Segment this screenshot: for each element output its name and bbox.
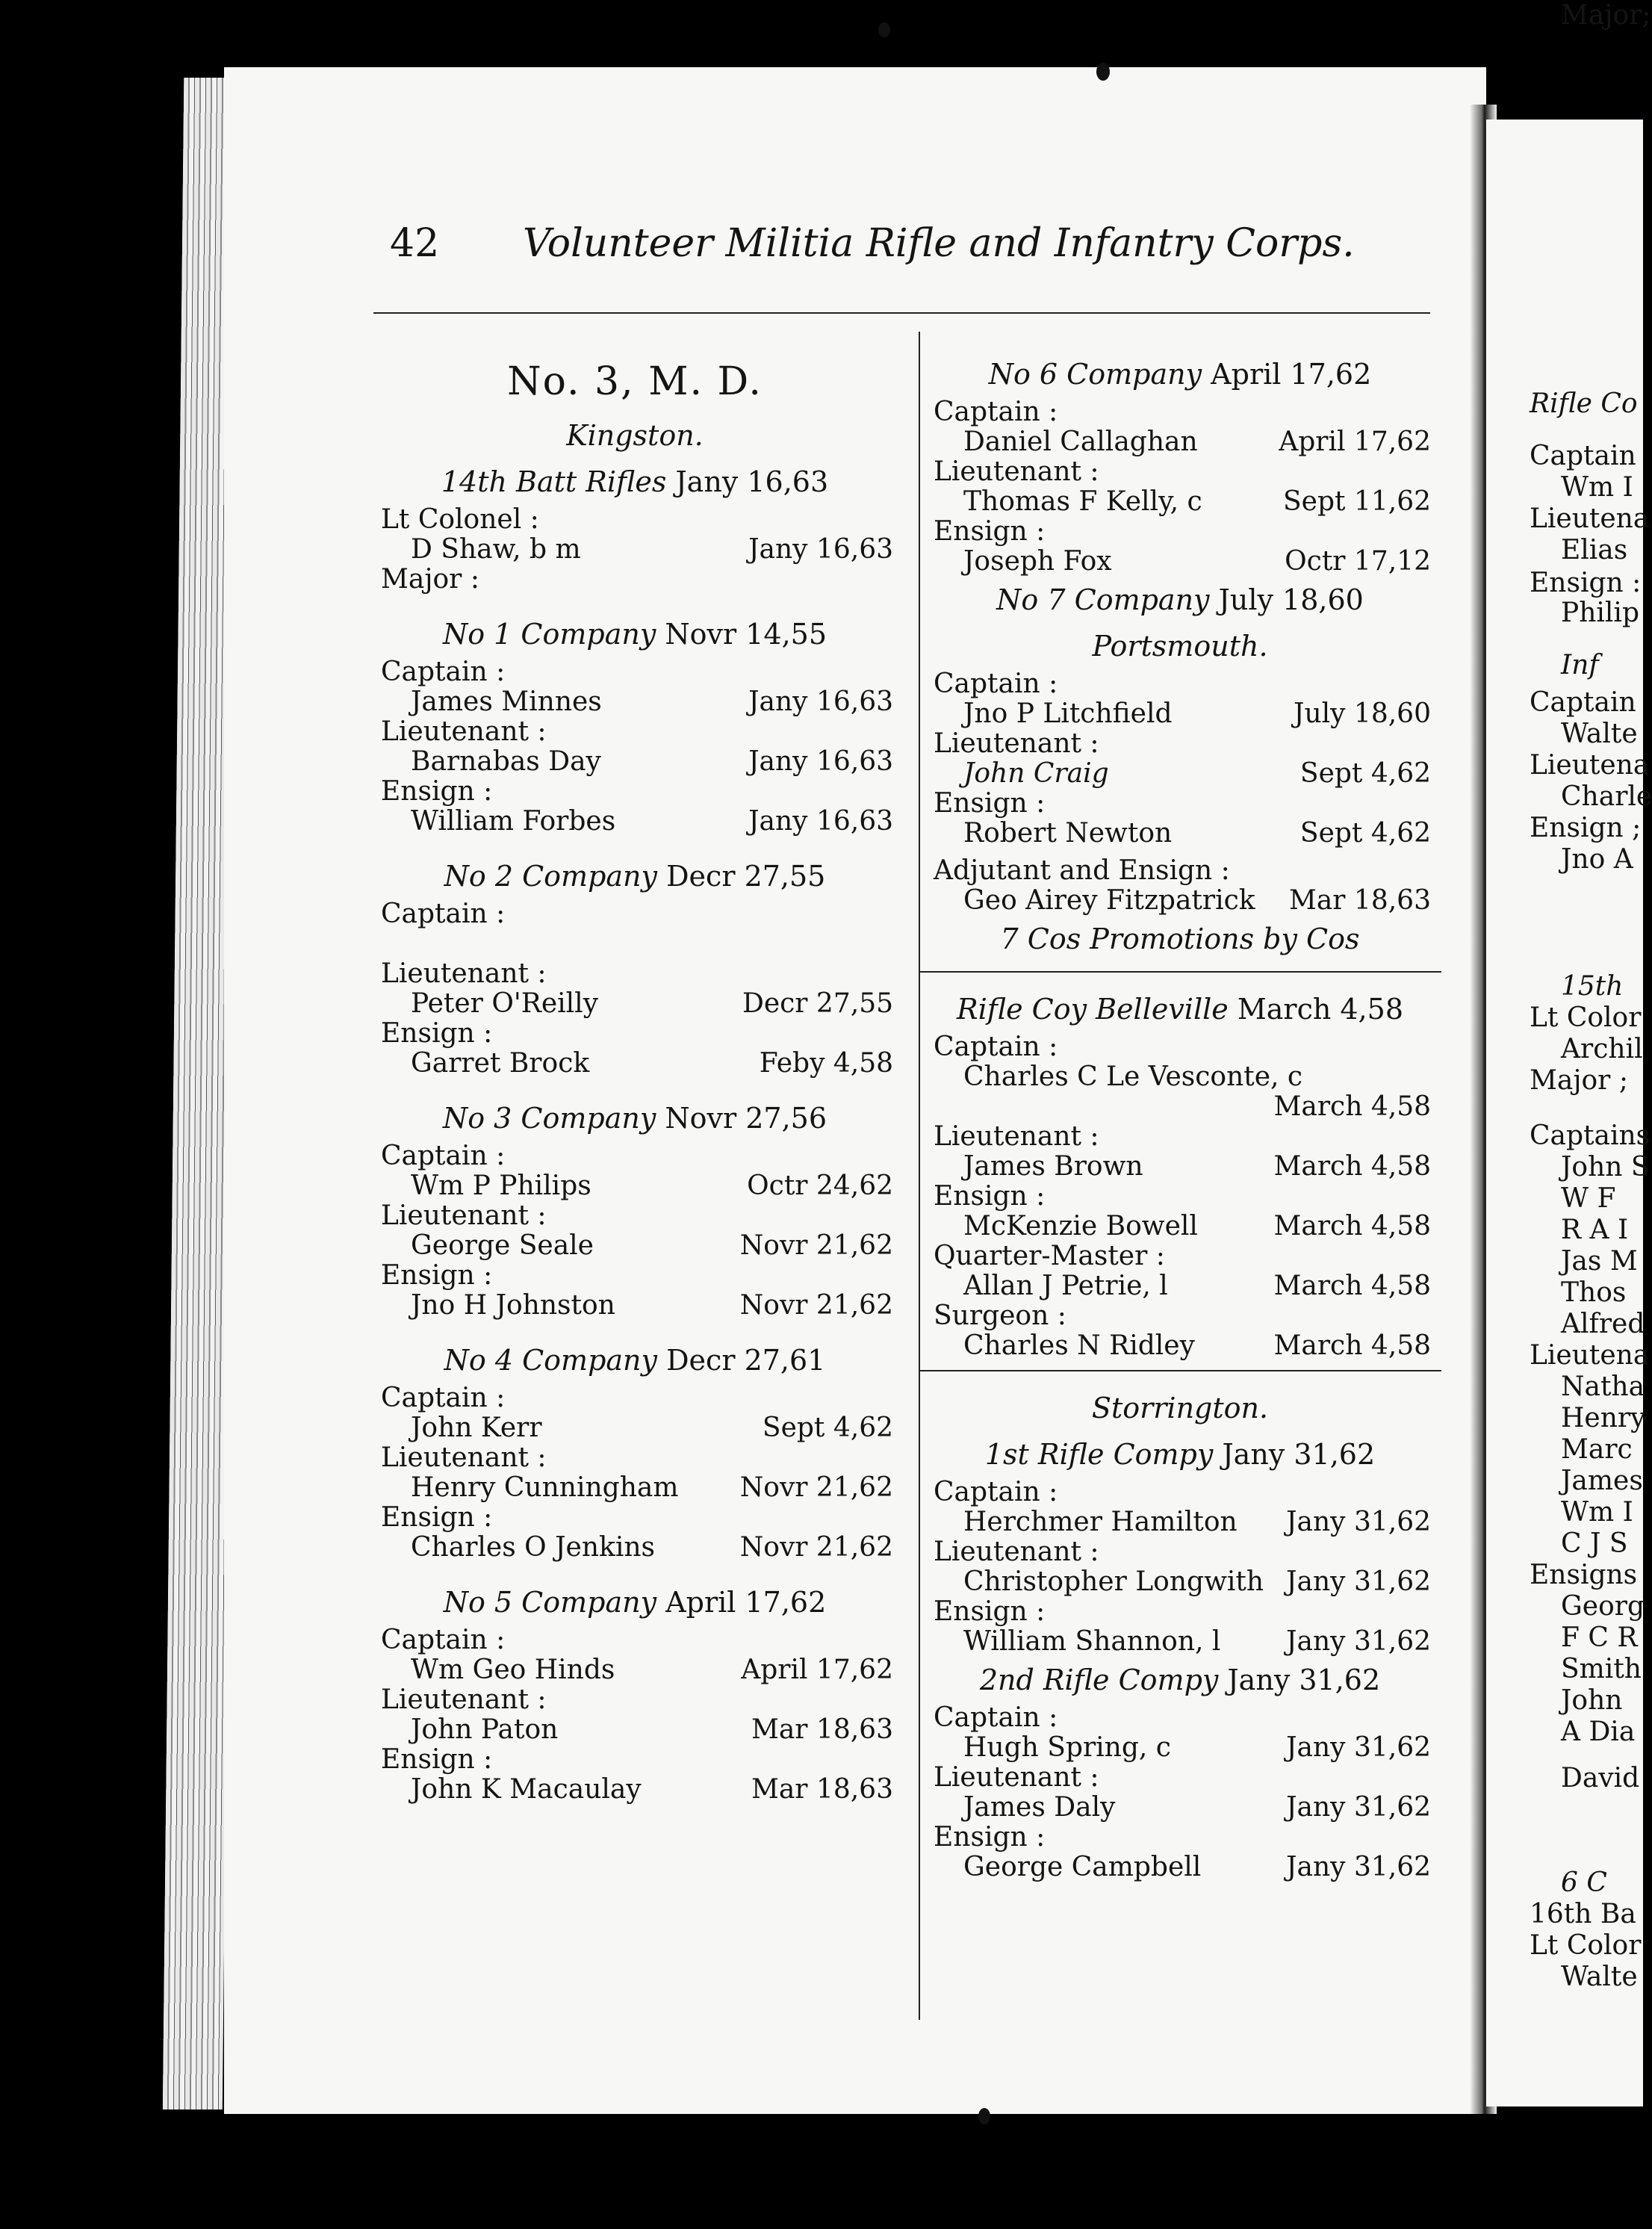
commission-date: Sept 4,62 (1299, 758, 1431, 789)
commission-date: Jany 31,62 (1286, 1626, 1431, 1657)
commission-date: Jany 16,63 (748, 806, 893, 837)
right-page-fragment: James (1561, 1466, 1643, 1496)
company-name: No 1 Company (442, 618, 656, 651)
commission-date: April 17,62 (741, 1655, 893, 1685)
company-list (366, 595, 904, 1805)
role-label: Ensign : (934, 788, 1046, 819)
right-page-fragment: Wm I (1561, 1497, 1633, 1528)
right-page-fragment: Marc (1561, 1434, 1633, 1465)
officer-name: Jno P Litchfield (963, 698, 1173, 729)
commission-date: March 4,58 (1273, 1330, 1431, 1361)
right-page-fragment: F C R (1561, 1622, 1638, 1653)
spacer (366, 1079, 904, 1095)
commission-date: Mar 18,63 (751, 1714, 893, 1745)
commission-date: Jany 31,62 (1286, 1852, 1431, 1882)
role-label: Captain : (381, 1141, 506, 1171)
right-page-fragment: Smith (1561, 1654, 1642, 1684)
role-label: Captain : (934, 669, 1058, 699)
officer-name: Hugh Spring, c (963, 1732, 1171, 1763)
officer-name: Jno H Johnston (411, 1290, 615, 1321)
right-page-fragment: R A I (1561, 1215, 1629, 1245)
page-title: Volunteer Militia Rifle and Infantry Corps. (523, 221, 1355, 266)
company-date: Decr 27,55 (666, 860, 826, 893)
officer-name: Allan J Petrie, l (963, 1271, 1168, 1301)
company-date: Jany 31,62 (1227, 1664, 1381, 1696)
commission-date: March 4,58 (1273, 1151, 1431, 1182)
role-label: Lieutenant : (381, 1684, 547, 1715)
officer-name: Thomas F Kelly, c (963, 486, 1202, 517)
spacer (366, 1563, 904, 1579)
officer-entry (366, 747, 904, 777)
right-page-fragment: David (1561, 1763, 1640, 1794)
company-date: March 4,58 (1237, 993, 1404, 1026)
role-label: Ensign : (934, 1596, 1046, 1627)
unit-name: 14th Batt Rifles (441, 465, 667, 498)
officer-name: John Craig (963, 758, 1109, 789)
officer-entry (919, 1212, 1441, 1241)
right-page-fragment: Inf (1561, 650, 1599, 681)
role-label: Captain : (381, 899, 506, 929)
right-page-fragment: 6 C (1561, 1867, 1607, 1898)
right-page-fragment: Rifle Co (1530, 388, 1638, 419)
page-number: 42 (390, 221, 440, 266)
company-heading (366, 1095, 904, 1141)
role-label: Lieutenant : (381, 1200, 547, 1231)
role-label: Lieutenant : (934, 728, 1099, 759)
role-label: Lieutenant : (934, 1121, 1099, 1152)
commission-date: March 4,58 (1273, 1091, 1431, 1122)
officer-entry (366, 1291, 904, 1321)
officer-entry (919, 1507, 1441, 1537)
role-label: Lieutenant : (381, 958, 547, 989)
right-page-fragment: Major; (1561, 0, 1651, 31)
officer-name: James Minnes (411, 686, 602, 717)
officer-entry (919, 427, 1441, 457)
blank-line (366, 929, 904, 959)
officer-entry (366, 807, 904, 837)
role-label: Lieutenant : (934, 456, 1099, 487)
right-page-fragment: Ensign : (1530, 568, 1642, 598)
officer-entry (919, 699, 1441, 729)
company-date: Novr 27,56 (665, 1102, 827, 1135)
right-page-fragment: Lt Color (1530, 1002, 1642, 1033)
officer-entry (366, 1049, 904, 1079)
role-label: Captain : (934, 397, 1058, 427)
officer-name: Charles O Jenkins (411, 1532, 656, 1563)
role-label: Captain : (934, 1477, 1058, 1507)
company-heading (366, 611, 904, 657)
officer-entry (919, 1331, 1441, 1361)
place-heading: Storrington. (1091, 1392, 1269, 1424)
commission-date: Octr 17,12 (1285, 546, 1431, 577)
right-page-fragment: Jno A (1561, 844, 1633, 875)
right-page-fragment: W F (1561, 1183, 1616, 1214)
commission-date: March 4,58 (1273, 1211, 1431, 1241)
company-date: April 17,62 (665, 1586, 827, 1619)
officer-entry (919, 759, 1441, 789)
role-label: Ensign : (381, 1502, 493, 1533)
role-label: Captain : (934, 1032, 1058, 1062)
right-page-fragment: Ensign ; (1530, 813, 1642, 843)
officer-entry (919, 1062, 1441, 1092)
role-label: Ensign : (381, 1260, 493, 1291)
role-label: Lieutenant : (934, 1537, 1099, 1567)
officer-entry (919, 487, 1441, 517)
ink-speck (878, 22, 890, 37)
right-page-fragment: Captains (1530, 1120, 1651, 1151)
officer-entry (919, 1853, 1441, 1882)
company-name: No 4 Company (444, 1344, 657, 1377)
officer-name: Peter O'Reilly (411, 988, 599, 1019)
right-page-fragment: Henry (1561, 1403, 1646, 1433)
right-page-fragment: Captain (1530, 441, 1636, 471)
role-label: Ensign : (934, 516, 1046, 547)
company-name: No 6 Company (988, 358, 1202, 391)
commission-date: Jany 31,62 (1286, 1566, 1431, 1597)
commission-date: Novr 21,62 (739, 1472, 893, 1503)
right-page-fragment: John (1561, 1685, 1623, 1716)
right-page-fragment: Ensigns (1530, 1560, 1638, 1590)
officer-entry (366, 989, 904, 1019)
right-page-fragment: 16th Ba (1530, 1899, 1636, 1929)
commission-date: April 17,62 (1279, 427, 1431, 457)
right-page-fragment: Thos (1561, 1277, 1627, 1308)
role-label: Captain : (381, 657, 506, 687)
district-heading: No. 3, M. D. (507, 359, 763, 404)
officer-entry (366, 1231, 904, 1261)
right-page-fragment: 15th (1561, 971, 1624, 1002)
officer-name: Barnabas Day (411, 746, 601, 777)
role-label: Adjutant and Ensign : (934, 855, 1230, 886)
officer-entry (366, 1533, 904, 1563)
company-heading (919, 577, 1441, 623)
commission-date: Sept 4,62 (1299, 818, 1431, 849)
role-label: Captain : (381, 1383, 506, 1413)
company-date: Jany 31,62 (1222, 1438, 1376, 1471)
right-page-fragment: Walte (1561, 719, 1638, 749)
commission-date: Novr 21,62 (739, 1290, 893, 1321)
commission-date: Jany 31,62 (1286, 1732, 1431, 1763)
company-heading (919, 986, 1441, 1032)
unit-date: Jany 16,63 (675, 465, 829, 498)
company-heading (366, 1579, 904, 1625)
officer-entry (919, 1152, 1441, 1182)
role-label: Major : (381, 564, 479, 595)
company-heading (919, 1431, 1441, 1478)
ink-speck (1096, 63, 1110, 81)
officer-entry (366, 535, 904, 565)
officer-name: Christopher Longwith (963, 1566, 1264, 1597)
section-rule (919, 971, 1441, 973)
officer-name: Geo Airey Fitzpatrick (963, 885, 1255, 916)
officer-name: Herchmer Hamilton (963, 1507, 1238, 1537)
company-name: No 3 Company (442, 1102, 656, 1135)
commission-date: Jany 16,63 (748, 534, 893, 565)
commission-date: Sept 11,62 (1283, 486, 1431, 517)
commission-date: Jany 16,63 (748, 746, 893, 777)
right-page-fragment: Natha (1561, 1371, 1645, 1402)
officer-name: Daniel Callaghan (963, 427, 1198, 457)
company-name: No 5 Company (443, 1586, 657, 1619)
officer-name: Garret Brock (411, 1048, 590, 1079)
officer-entry (919, 819, 1441, 849)
spacer (366, 1321, 904, 1337)
officer-name: Wm Geo Hinds (411, 1655, 615, 1685)
commission-date: Mar 18,63 (751, 1774, 893, 1805)
officer-name: William Shannon, l (963, 1626, 1221, 1657)
officer-entry (919, 886, 1441, 916)
officer-name: George Campbell (963, 1852, 1202, 1882)
left-column (366, 351, 904, 1805)
officer-entry (919, 1793, 1441, 1823)
officer-entry (366, 1655, 904, 1685)
officer-name: McKenzie Bowell (963, 1211, 1198, 1241)
officer-entry (366, 1715, 904, 1745)
role-label: Ensign : (381, 776, 493, 807)
right-page-fragment: Georg (1561, 1591, 1645, 1622)
right-page-fragment: John S (1561, 1152, 1650, 1182)
company-name: 1st Rifle Compy (984, 1438, 1214, 1471)
commission-date: Octr 24,62 (747, 1171, 893, 1201)
staff-list (366, 505, 904, 595)
officer-name: Wm P Philips (411, 1171, 591, 1201)
officer-entry (366, 1413, 904, 1443)
officer-name: Henry Cunningham (411, 1472, 679, 1503)
commission-date: Jany 31,62 (1286, 1792, 1431, 1823)
spacer (366, 837, 904, 853)
company-date: Decr 27,61 (666, 1344, 826, 1377)
officer-name: George Seale (411, 1230, 594, 1261)
commission-date: Novr 21,62 (739, 1230, 893, 1261)
role-label: Ensign : (381, 1744, 493, 1775)
right-page-fragment: Lieutena (1530, 503, 1650, 534)
right-page-fragment: Archil (1561, 1034, 1643, 1064)
role-label: Ensign : (934, 1181, 1046, 1212)
officer-name: James Brown (963, 1151, 1143, 1182)
right-page-fragment: Elias (1561, 535, 1628, 565)
company-heading (366, 853, 904, 899)
commission-date: Feby 4,58 (759, 1048, 893, 1079)
role-label: Surgeon : (934, 1300, 1066, 1331)
officer-name: James Daly (963, 1792, 1116, 1823)
role-label: Ensign : (381, 1018, 493, 1049)
commission-date: Novr 21,62 (739, 1532, 893, 1563)
right-page-fragment: Captain (1530, 687, 1636, 718)
right-page-fragment: A Dia (1561, 1717, 1636, 1747)
company-date: Novr 14,55 (665, 618, 827, 651)
right-page-fragment: Charle (1561, 781, 1652, 812)
place-heading: Kingston. (566, 419, 704, 452)
commission-date: March 4,58 (1273, 1271, 1431, 1301)
role-label: Lieutenant : (381, 716, 547, 747)
role-label: Quarter-Master : (934, 1241, 1165, 1271)
officer-name: John K Macaulay (411, 1774, 642, 1805)
entry-line (919, 1092, 1441, 1122)
officer-name: Charles C Le Vesconte, c (963, 1061, 1303, 1092)
company-name: No 7 Company (996, 583, 1210, 616)
middle-column (919, 351, 1441, 1882)
commission-date: Decr 27,55 (742, 988, 893, 1019)
right-page-fragment: Philip (1561, 598, 1639, 628)
section-rule (919, 1370, 1441, 1371)
officer-name: John Kerr (411, 1413, 542, 1443)
spacer (366, 595, 904, 611)
company-name: No 2 Company (444, 860, 657, 893)
right-page-fragment: Walte (1561, 1962, 1638, 1992)
company-name: Rifle Coy Belleville (956, 993, 1229, 1026)
right-page-fragment: Jas M (1561, 1246, 1638, 1277)
commission-date: July 18,60 (1294, 698, 1431, 729)
officer-entry (919, 1271, 1441, 1301)
commission-date: Mar 18,63 (1288, 885, 1431, 916)
officer-name: D Shaw, b m (411, 534, 581, 565)
commission-date: Jany 31,62 (1286, 1507, 1431, 1537)
right-page-fragment: Lieutena (1530, 750, 1650, 781)
officer-entry (919, 547, 1441, 577)
right-page-fragment: Lieutena (1530, 1340, 1650, 1371)
officer-entry (919, 1627, 1441, 1657)
company-heading (919, 351, 1441, 397)
company-date: April 17,62 (1211, 358, 1372, 391)
place-heading: Portsmouth. (1092, 630, 1268, 663)
right-page-fragment: Major ; (1530, 1065, 1628, 1096)
officer-entry (366, 1775, 904, 1805)
officer-name: Charles N Ridley (963, 1330, 1195, 1361)
officer-name: Robert Newton (963, 818, 1173, 849)
company-date: July 18,60 (1218, 583, 1364, 616)
commission-date: Jany 16,63 (748, 686, 893, 717)
right-page-fragment: C J S (1561, 1528, 1628, 1559)
role-label: Ensign : (934, 1822, 1046, 1853)
role-label: Lieutenant : (934, 1762, 1099, 1793)
officer-entry (366, 1171, 904, 1201)
role-label: Lieutenant : (381, 1442, 547, 1473)
role-label: Captain : (934, 1702, 1058, 1733)
role-label: Captain : (381, 1625, 506, 1655)
officer-name: John Paton (411, 1714, 559, 1745)
commission-date: Sept 4,62 (762, 1413, 893, 1443)
right-page-fragment: Wm I (1561, 472, 1633, 503)
role-label: Lt Colonel : (381, 504, 539, 535)
company-heading (919, 1657, 1441, 1703)
ink-speck (978, 2108, 990, 2124)
right-page-fragment: Lt Color (1530, 1930, 1642, 1961)
right-page-fragment: Alfred (1561, 1309, 1645, 1339)
officer-name: Joseph Fox (963, 546, 1112, 577)
officer-entry (366, 687, 904, 717)
unit-heading (366, 459, 904, 505)
company-name: 2nd Rifle Compy (979, 1664, 1219, 1696)
officer-entry (366, 1473, 904, 1503)
company-heading (366, 1337, 904, 1383)
promotions-note: 7 Cos Promotions by Cos (1000, 923, 1360, 955)
officer-entry (919, 1733, 1441, 1763)
header-rule (373, 312, 1430, 314)
officer-entry (919, 1567, 1441, 1597)
officer-name: William Forbes (411, 806, 616, 837)
